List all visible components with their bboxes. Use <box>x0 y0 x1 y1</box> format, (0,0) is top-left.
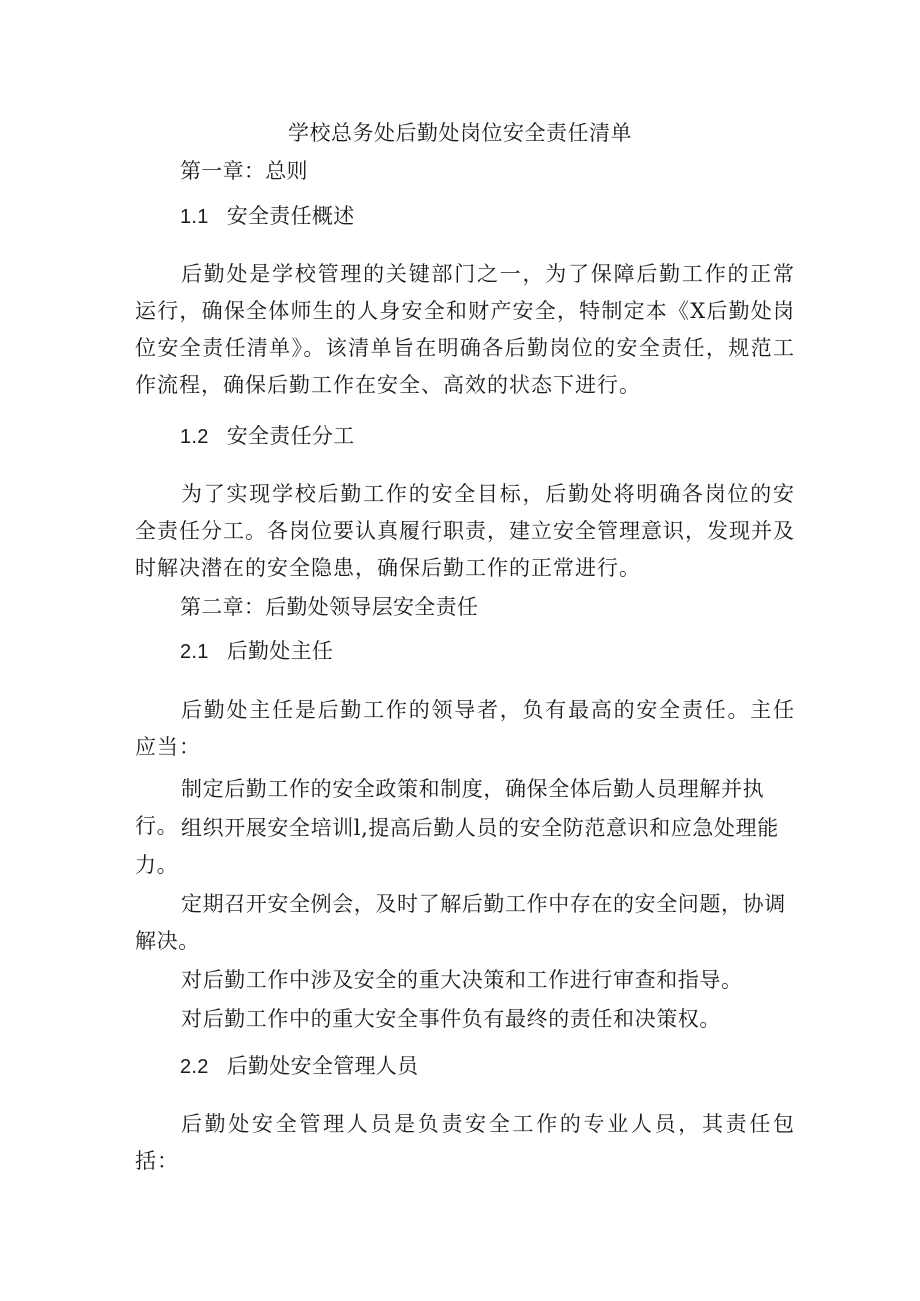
list-item: 组织开展安全培训l,提高后勤人员的安全防范意识和应急处理能力。 <box>135 816 779 877</box>
chapter-2-heading: 第二章：后勤处领导层安全责任 <box>180 595 479 619</box>
section-1-1-heading <box>180 201 355 232</box>
list-item: 制定后勤工作的安全政策和制度，确保全体后勤人员理解并执行。 <box>135 777 765 838</box>
section-number: 1.2 <box>180 426 209 448</box>
section-2-1-heading <box>180 636 333 667</box>
list-item: 对后勤工作中涉及安全的重大决策和工作进行审查和指导。 <box>181 968 743 992</box>
section-1-2-heading <box>180 421 355 452</box>
paragraph-1-1: 后勤处是学校管理的关键部门之一，为了保障后勤工作的正常运行，确保全体师生的人身安全和财产安全，特制定本《X后勤处岗位安全责任清单》。该清单旨在明确各后勤岗位的安全责任，规范工作流程，确保后勤工作在安全、高效的状态下进行。 <box>135 262 795 397</box>
section-number: 1.1 <box>180 206 209 228</box>
list-item: 定期召开安全例会，及时了解后勤工作中存在的安全问题，协调解决。 <box>135 892 786 953</box>
paragraph-2-2: 后勤处安全管理人员是负责安全工作的专业人员，其责任包括： <box>135 1112 795 1173</box>
section-number: 2.2 <box>180 1056 209 1078</box>
section-number: 2.1 <box>180 641 209 663</box>
document-title: 学校总务处后勤处岗位安全责任清单 <box>288 121 632 145</box>
paragraph-2-1: 后勤处主任是后勤工作的领导者，负有最高的安全责任。主任应当： <box>135 698 795 759</box>
paragraph-1-2: 为了实现学校后勤工作的安全目标，后勤处将明确各岗位的安全责任分工。各岗位要认真履行职责，建立安全管理意识，发现并及时解决潜在的安全隐患，确保后勤工作的正常进行。 <box>135 482 795 580</box>
chapter-1-heading: 第一章：总则 <box>180 159 308 183</box>
section-label: 安全责任概述 <box>226 204 355 228</box>
section-2-2-heading <box>180 1051 418 1082</box>
section-label: 后勤处主任 <box>226 639 334 663</box>
section-label: 安全责任分工 <box>226 424 355 448</box>
section-label: 后勤处安全管理人员 <box>226 1054 419 1078</box>
list-item: 对后勤工作中的重大安全事件负有最终的责任和决策权。 <box>181 1007 721 1031</box>
